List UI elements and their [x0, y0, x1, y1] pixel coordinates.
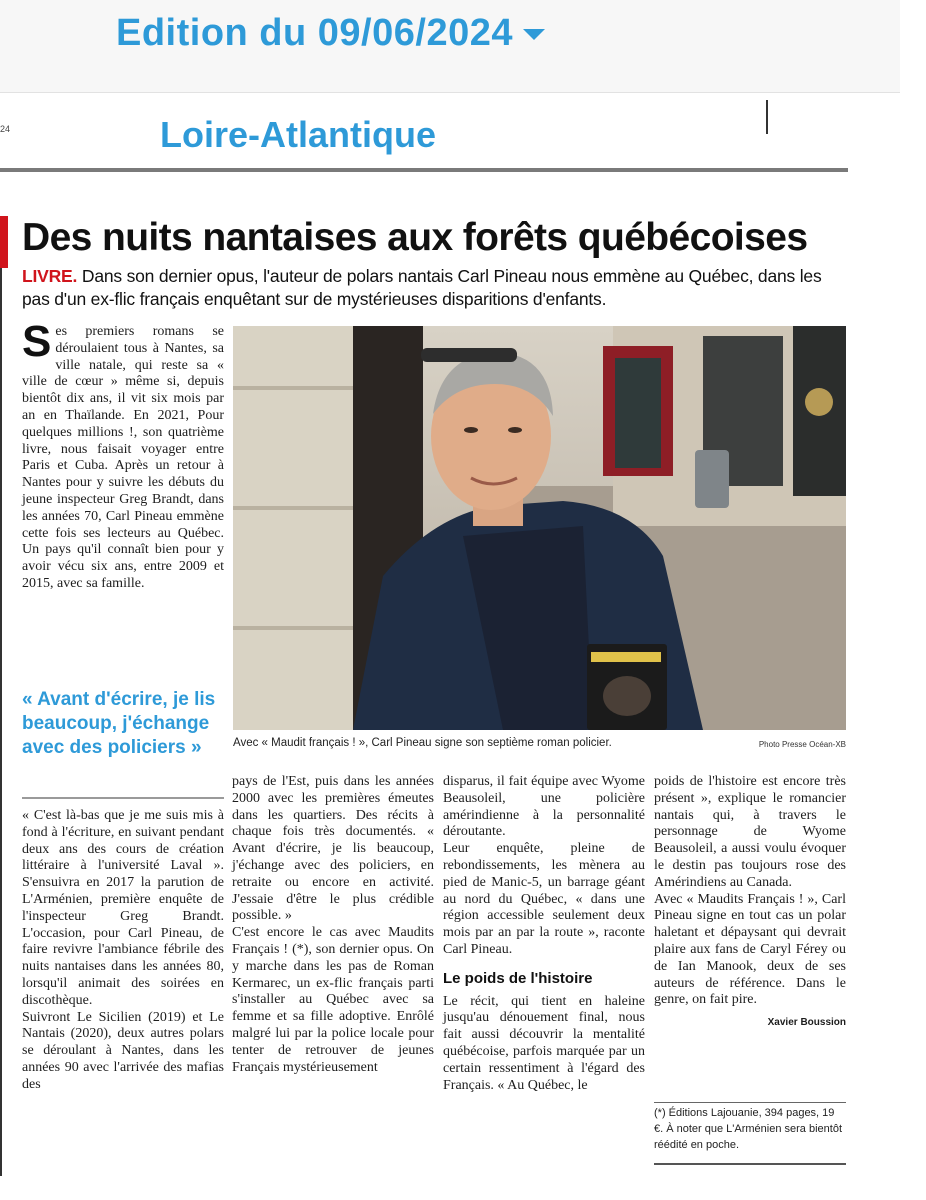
headline-marker: [0, 216, 8, 268]
edition-selector[interactable]: [116, 12, 545, 55]
edition-bar: [0, 0, 900, 93]
col2-paragraph-1: pays de l'Est, puis dans les années 2000 avec les premières émeutes dans les quartiers. Des récits à chaque fois très documentés. « Avant d'écrire, je lis beaucoup, j'échange avec des policiers, en retraite ou encore en activité. J'essaie d'être le plus crédible possible. »: [232, 774, 434, 924]
column-3: [443, 774, 645, 1094]
column-4: [654, 774, 846, 1032]
chevron-down-icon: [523, 29, 545, 40]
footnote-rule: [654, 1163, 846, 1165]
pull-quote: « Avant d'écrire, je lis beaucoup, j'échange avec des policiers »: [22, 689, 216, 758]
col3-paragraph-1: disparus, il fait équipe avec Wyome Beausoleil, une policière amérindienne à la personnalité déroutante.: [443, 774, 645, 840]
photo-credit: Photo Presse Océan-XB: [758, 740, 846, 749]
page-number: 24: [0, 124, 11, 134]
col1-paragraph-3: Suivront Le Sicilien (2019) et Le Nantais (2020), deux autres polars se déroulant à Nantes, dans les années 90 avec l'arrivée des mafias des: [22, 1009, 224, 1092]
col4-paragraph-2: Avec « Maudits Français ! », Carl Pineau signe en tout cas un polar haletant et dépaysant qui devrait plaire aux fans de Caryl Férey ou de Ian Manook, deux de ses auteurs de référence. Dans le genre, on fait pire.: [654, 891, 846, 1008]
col1-paragraph-1: es premiers romans se déroulaient tous à Nantes, sa ville natale, qui reste sa « ville de cœur » même si, depuis bientôt dix ans, il vit six mois par an en Thaïlande. En 2021, Pour quelques millions !, son quatrième livre, nous faisait voyager entre Paris et Cuba. Après un retour à Nantes pour y suivre les débuts du jeune inspecteur Greg Brandt, dans les années 70, Carl Pineau emmène cette fois ses lecteurs au Québec. Un pays qu'il connaît bien pour y avoir vécu six ans, entre 2009 et 2015, avec sa famille.: [22, 324, 224, 591]
author-signature: Xavier Boussion: [767, 1017, 846, 1029]
col3-paragraph-3: Le récit, qui tient en haleine jusqu'au dénouement final, nous fait aussi découvrir la mentalité québécoise, parfois marquée par un certain ressentiment à l'égard des Français. « Au Québec, le: [443, 993, 645, 1093]
footnote: (*) Éditions Lajouanie, 394 pages, 19 €. À noter que L'Arménien sera bientôt réédité en poche.: [654, 1102, 846, 1153]
divider: [766, 100, 768, 134]
column-edge: [0, 216, 2, 1176]
article-lead: [22, 265, 852, 311]
column-1-top: [22, 317, 224, 593]
col1-paragraph-2: « C'est là-bas que je me suis mis à fond à l'écriture, en suivant pendant deux ans des cours de création littéraire à l'université Laval ». S'ensuivra en 2017 la parution de L'Arménien, première enquête de l'inspecteur Greg Brandt. L'occasion, pour Carl Pineau, de faire revivre l'ambiance fébrile des nuits nantaises dans les années 80, lorsqu'il animait des soirées en discothèque.: [22, 808, 224, 1008]
quote-rule: [22, 797, 224, 799]
col4-paragraph-1: poids de l'histoire est encore très présent », explique le romancier nantais qui, à travers le personnage de Wyome Beausoleil, a aussi voulu évoquer le destin pas toujours rose des Amérindiens au Canada.: [654, 774, 846, 890]
subheading: Le poids de l'histoire: [443, 969, 593, 987]
column-2: [232, 774, 434, 1076]
lead-text: Dans son dernier opus, l'auteur de polars nantais Carl Pineau nous emmène au Québec, dans les pas d'un ex-flic français enquêtant sur de mystérieuses disparitions d'enfants.: [22, 266, 822, 309]
article-headline: Des nuits nantaises aux forêts québécoises: [22, 216, 808, 259]
column-1-bottom: [22, 808, 224, 1094]
col3-paragraph-2: Leur enquête, pleine de rebondissements, les mènera au pied de Manic-5, un barrage géant au nord du Québec, « dans une région accessible seulement deux mois par an par la route », raconte Carl Pineau.: [443, 841, 645, 957]
edition-label: Edition du 09/06/2024: [116, 12, 513, 54]
col2-paragraph-2: C'est encore le cas avec Maudits Français ! (*), son dernier opus. On y marche dans les pas de Roman Kermarec, un ex-flic français parti s'installer au Québec avec sa femme et sa fille adoptive. Enrôlé malgré lui par la police locale pour tenter de retrouver de jeunes Français mystérieusement: [232, 925, 434, 1075]
section-title: Loire-Atlantique: [160, 114, 436, 155]
caption-text: Avec « Maudit français ! », Carl Pineau signe son septième roman policier.: [233, 737, 612, 749]
kicker: LIVRE.: [22, 266, 78, 286]
section-rule: [0, 168, 848, 172]
photo-caption: [233, 737, 846, 749]
article-photo: [233, 326, 846, 730]
dropcap: S: [22, 317, 52, 366]
